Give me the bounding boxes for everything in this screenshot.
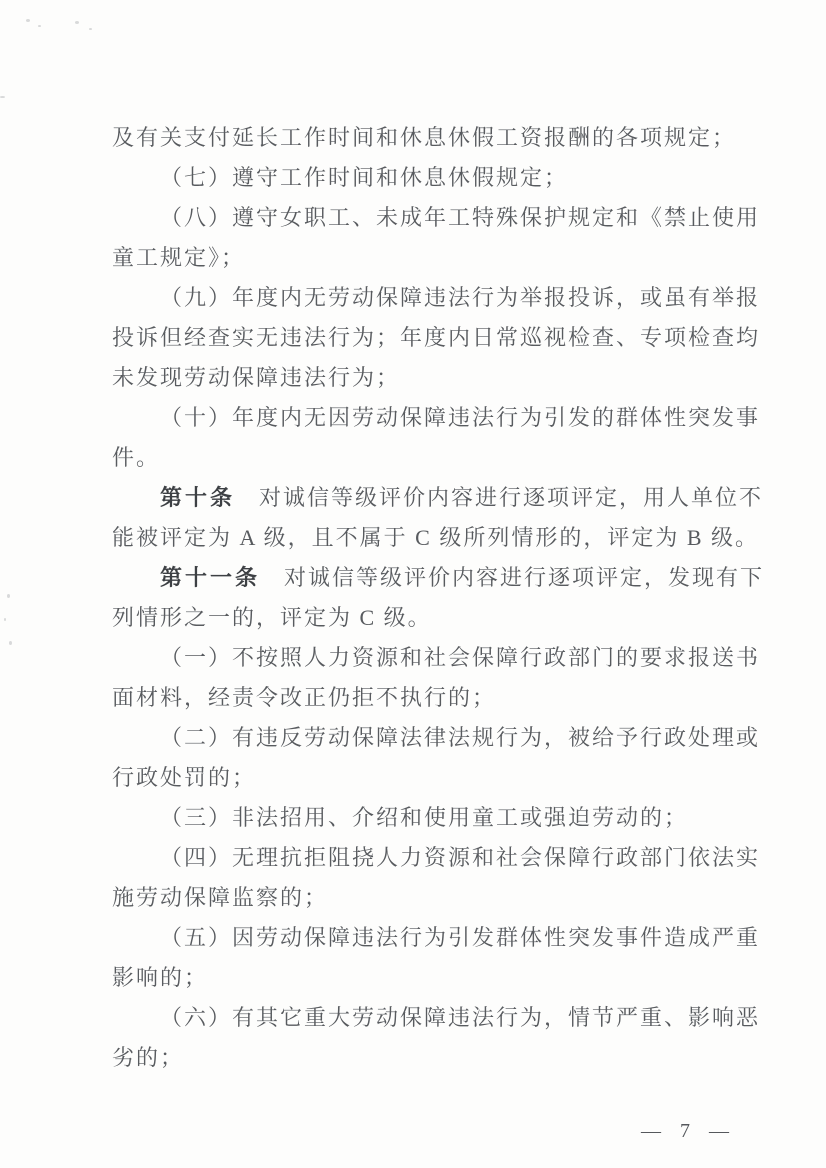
text-line xyxy=(112,1038,748,1078)
text-line xyxy=(112,998,761,1038)
text-run: （九）年度内无劳动保障违法行为举报投诉，或虽有举报 xyxy=(160,285,761,310)
text-line xyxy=(112,358,748,398)
text-run: 列情形之一的，评定为 C 级。 xyxy=(112,605,432,630)
text-line xyxy=(112,438,748,478)
text-run: （七）遵守工作时间和休息休假规定； xyxy=(160,165,569,190)
article-heading: 第十条 xyxy=(160,485,236,510)
scan-artifact xyxy=(89,28,92,30)
text-run: 及有关支付延长工作时间和休息休假工资报酬的各项规定； xyxy=(112,125,737,150)
text-run: 能被评定为 A 级，且不属于 C 级所列情形的，评定为 B 级。 xyxy=(112,525,760,550)
text-line xyxy=(112,318,761,358)
scan-artifact xyxy=(38,25,41,27)
text-run: 对诚信等级评价内容进行逐项评定，用人单位不 xyxy=(235,485,764,510)
text-line xyxy=(112,598,748,638)
text-run: 劣的； xyxy=(112,1045,185,1070)
text-run: 件。 xyxy=(112,445,161,470)
text-line xyxy=(112,118,748,158)
text-line xyxy=(112,398,761,438)
text-line xyxy=(112,718,761,758)
text-line xyxy=(112,758,748,798)
article-heading: 第十一条 xyxy=(160,565,261,590)
text-run: 对诚信等级评价内容进行逐项评定，发现有下 xyxy=(260,565,765,590)
text-run: （六）有其它重大劳动保障违法行为，情节严重、影响恶 xyxy=(160,1005,761,1030)
text-run: 面材料，经责令改正仍拒不执行的； xyxy=(112,685,497,710)
text-run: 施劳动保障监察的； xyxy=(112,885,329,910)
text-run: （八）遵守女职工、未成年工特殊保护规定和《禁止使用 xyxy=(160,205,761,230)
text-run: （一）不按照人力资源和社会保障行政部门的要求报送书 xyxy=(160,645,761,670)
text-run: 未发现劳动保障违法行为； xyxy=(112,365,401,390)
text-line xyxy=(112,518,760,558)
text-run: 投诉但经查实无违法行为；年度内日常巡视检查、专项检查均 xyxy=(112,325,761,350)
scan-artifact xyxy=(4,618,6,621)
scan-artifact xyxy=(26,19,30,22)
scan-artifact xyxy=(9,641,12,645)
text-run: （四）无理抗拒阻挠人力资源和社会保障行政部门依法实 xyxy=(160,845,761,870)
text-line xyxy=(112,278,761,318)
text-line xyxy=(112,918,761,958)
scan-artifact xyxy=(75,21,79,24)
text-line xyxy=(112,198,761,238)
scan-artifact xyxy=(7,594,10,598)
text-run: 影响的； xyxy=(112,965,209,990)
text-line xyxy=(112,838,761,878)
text-run: （十）年度内无因劳动保障违法行为引发的群体性突发事 xyxy=(160,405,761,430)
text-line xyxy=(112,478,764,518)
text-line xyxy=(112,878,748,918)
text-run: （三）非法招用、介绍和使用童工或强迫劳动的； xyxy=(160,805,689,830)
text-line xyxy=(112,798,748,838)
text-run: （五）因劳动保障违法行为引发群体性突发事件造成严重 xyxy=(160,925,761,950)
text-line xyxy=(112,958,748,998)
text-run: （二）有违反劳动保障法律法规行为，被给予行政处理或 xyxy=(160,725,761,750)
text-line xyxy=(112,558,765,598)
text-line xyxy=(112,158,748,198)
text-run: 行政处罚的； xyxy=(112,765,257,790)
text-line xyxy=(112,638,761,678)
text-run: 童工规定》； xyxy=(112,245,246,270)
text-line xyxy=(112,678,748,718)
page-number: — 7 — xyxy=(641,1120,736,1142)
document-body xyxy=(112,118,765,1078)
text-line xyxy=(112,238,748,278)
scan-artifact xyxy=(0,96,5,98)
